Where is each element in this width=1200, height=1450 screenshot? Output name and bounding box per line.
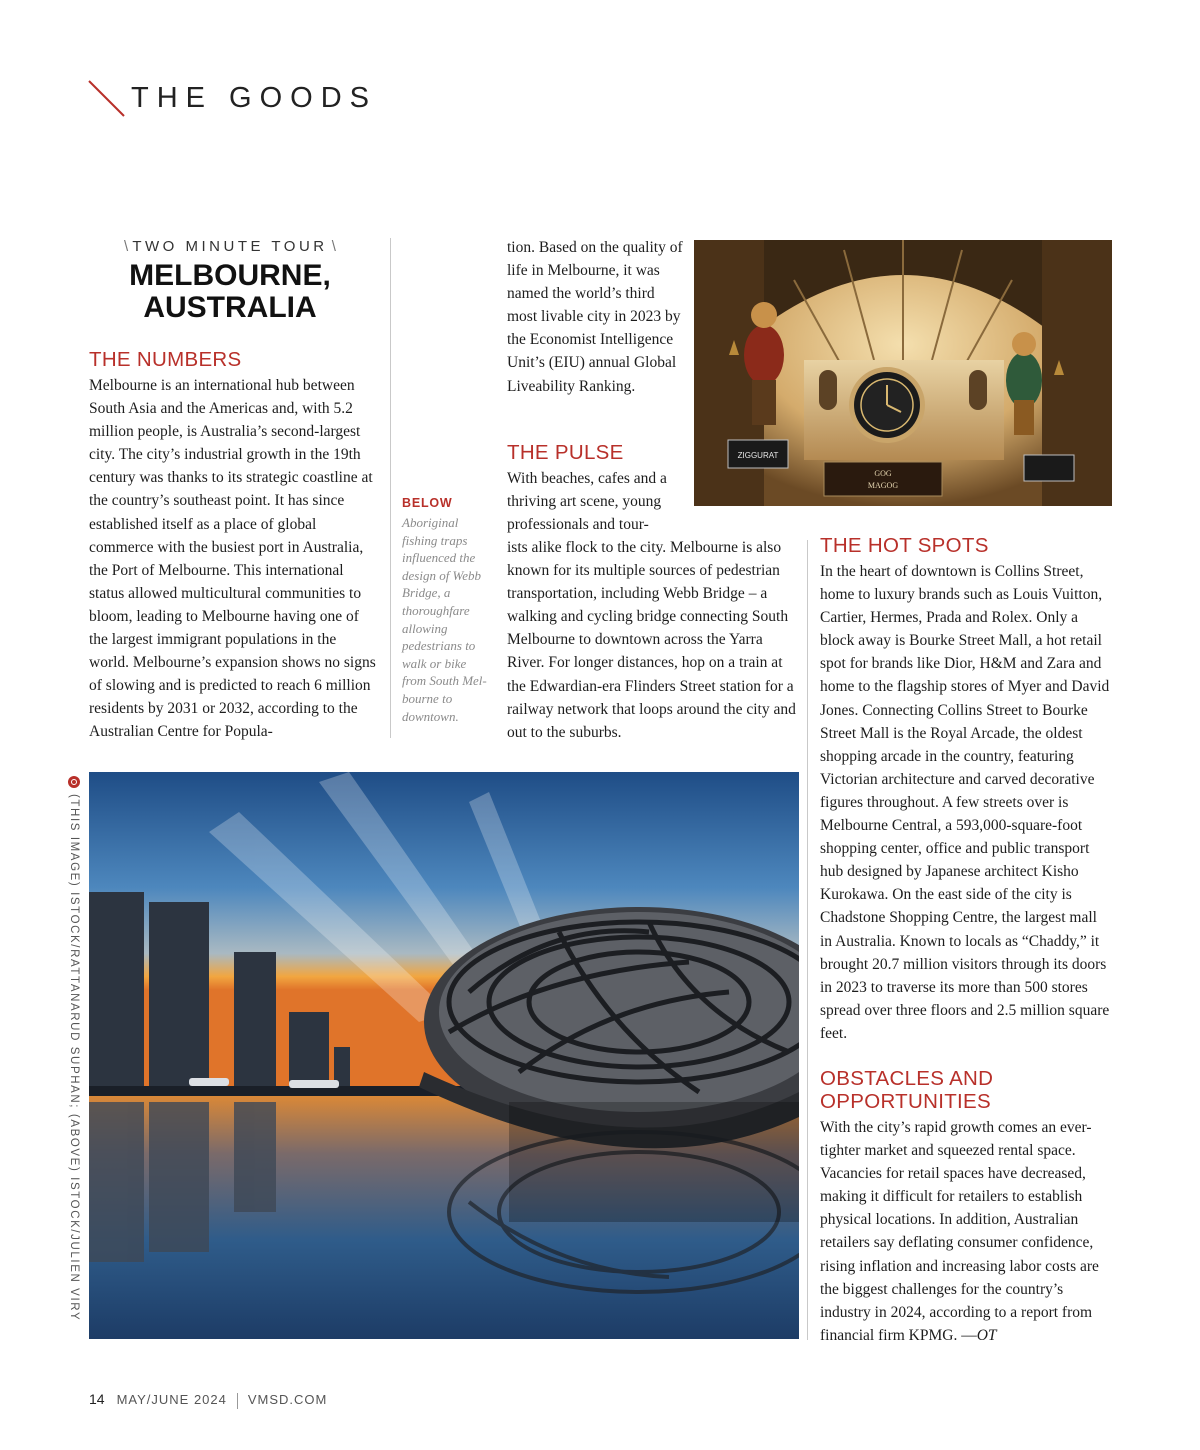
webb-bridge-illustration (89, 772, 799, 1339)
column-rule-left (390, 238, 391, 738)
pulse-body-part2: ists alike flock to the city. Melbourne is also known for its multiple sources of pedestrian transportation, including Webb Bridge – a walking and cycling bridge connecting South Melbourne to downtown across the Yarra River. For longer distances, hop on a train at the Edwardian-era Flinders Street station for a railway network that loops around the city and out to the suburbs. (507, 539, 796, 741)
numbers-body: Melbourne is an international hub between South Asia and the Americas and, with 5.2 million people, is Australia’s second-largest city. The city’s industrial growth in the 19th century was thanks to its strategic coastline at the country’s southeast point. It has since established itself as a place of global commerce with the busiest port in Australia, the Port of Melbourne. This international status allowed multicultural communities to bloom, leading to Melbourne having one of the largest immigrant populations in the world. Melbourne’s expansion shows no signs of slowing and is predicted to reach 6 million residents by 2031 or 2032, according to the Australian Centre for Popula- (89, 377, 376, 741)
kicker-text: TWO MINUTE TOUR (132, 238, 328, 255)
tour-title-line2: AUSTRALIA (143, 291, 317, 324)
section-title: THE GOODS (131, 82, 378, 114)
sign-ziggurat: ZIGGURAT (737, 451, 779, 460)
tour-title-line1: MELBOURNE, (129, 259, 331, 292)
photo-credit-text: (THIS IMAGE) ISTOCK/RATTANARUD SUPHAN; (ABOVE) ISTOCK/JULIEN VIRY (67, 794, 80, 1322)
pulse-heading: THE PULSE (507, 441, 624, 464)
obstacles-body-text: With the city’s rapid growth comes an ever-tighter market and squeezed rental space. Vacancies for retail spaces have decreased, making it difficult for retailers to establish physical locations. In addition, Australian retailers say deflating consumer confidence, rising inflation and increasing labor costs are the biggest challenges for the country’s industry in 2024, according to a report from financial firm KPMG. — (820, 1119, 1099, 1344)
caption-text: Aboriginal fishing traps influenced the design of Webb Bridge, a thoroughfare allowing pedestrians to walk or bike from South Melbourne to downtown. (402, 515, 487, 724)
caption-label: BELOW (402, 496, 453, 510)
section-slash-mark (86, 78, 128, 120)
obstacles-signoff: OT (976, 1326, 997, 1344)
sign-gog: GOG (874, 469, 892, 478)
camera-icon (68, 776, 80, 788)
page-footer (89, 1391, 327, 1409)
royal-arcade-photo (694, 240, 1112, 506)
hot-spots-heading: THE HOT SPOTS (820, 534, 989, 557)
webb-bridge-photo (89, 772, 799, 1339)
obstacles-body (820, 1116, 1112, 1347)
kicker-slash-right: \ (327, 238, 336, 255)
photo-credit (68, 776, 80, 1321)
page-number: 14 (89, 1391, 105, 1407)
royal-arcade-illustration (694, 240, 1112, 506)
pulse-body-part1: With beaches, cafes and a thriving art scene, young professionals and tour- (507, 470, 667, 534)
kicker-slash-left: \ (124, 238, 133, 255)
column-rule-right (807, 540, 808, 1340)
numbers-heading: THE NUMBERS (89, 348, 242, 371)
footer-divider (237, 1393, 238, 1409)
numbers-body-continued: tion. Based on the quality of life in Melbourne, it was named the world’s third most livable city in 2023 by the Economist Intelligence Unit’s (EIU) annual Global Liveability Ranking. (507, 239, 683, 395)
issue-date: MAY/JUNE 2024 (116, 1392, 227, 1407)
sign-magog: MAGOG (867, 481, 899, 490)
tour-title (89, 260, 371, 324)
hot-spots-body: In the heart of downtown is Collins Street, home to luxury brands such as Louis Vuitton, Cartier, Hermes, Prada and Rolex. Only a block away is Bourke Street Mall, a hot retail spot for brands like Dior, H&M and Zara and home to the flagship stores of Myer and David Jones. Connecting Collins Street to Bourke Street Mall is the Royal Arcade, the oldest shopping arcade in the country, featuring Victorian architecture and carved decorative figures throughout. A few streets over is Melbourne Central, a 593,000-square-foot shopping center, office and public transport hub designed by Japanese architect Kisho Kurokawa. On the east side of the city is Chadstone Shopping Centre, the largest mall in Australia. Known to locals as “Chaddy,” it brought 20.7 million visitors through its doors in 2023 to traverse its more than 500 stores spread over three floors and 2.5 million square feet. (820, 563, 1110, 1042)
site-link[interactable]: VMSD.COM (247, 1392, 328, 1407)
tour-kicker (89, 238, 371, 255)
obstacles-heading: OBSTACLES AND OPPORTUNITIES (820, 1067, 994, 1113)
